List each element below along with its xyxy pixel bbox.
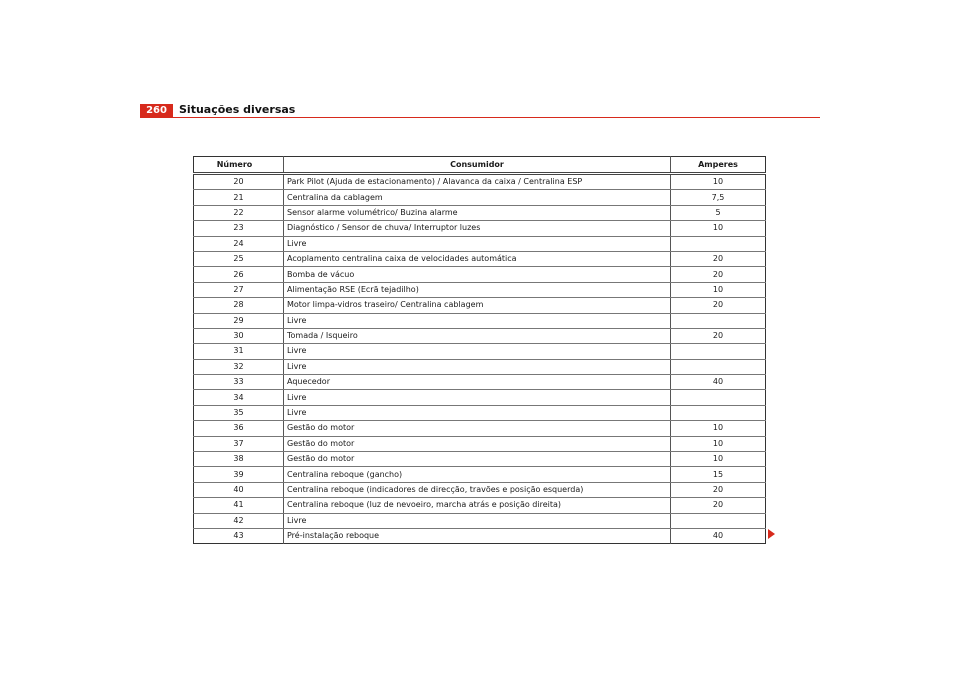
fuse-amperage — [671, 236, 766, 251]
fuse-number: 33 — [194, 375, 284, 390]
fuse-amperage — [671, 513, 766, 528]
fuse-amperage: 10 — [671, 452, 766, 467]
fuse-amperage: 10 — [671, 174, 766, 190]
fuse-number: 27 — [194, 282, 284, 297]
table-row — [194, 328, 766, 343]
fuse-number: 25 — [194, 251, 284, 266]
fuse-amperage: 20 — [671, 267, 766, 282]
fuse-number: 21 — [194, 190, 284, 205]
fuse-number: 29 — [194, 313, 284, 328]
table-row — [194, 452, 766, 467]
table-row — [194, 390, 766, 405]
consumer-name: Gestão do motor — [284, 436, 671, 451]
consumer-name: Centralina reboque (gancho) — [284, 467, 671, 482]
consumer-name: Sensor alarme volumétrico/ Buzina alarme — [284, 205, 671, 220]
fuse-number: 23 — [194, 221, 284, 236]
arrow-right-icon — [768, 529, 775, 539]
fuse-number: 32 — [194, 359, 284, 374]
table-row — [194, 267, 766, 282]
table-row — [194, 405, 766, 420]
consumer-name: Motor limpa-vidros traseiro/ Centralina cablagem — [284, 298, 671, 313]
fuse-amperage: 20 — [671, 498, 766, 513]
fuse-amperage — [671, 405, 766, 420]
table-row — [194, 528, 766, 543]
table-row — [194, 482, 766, 497]
fuse-number: 28 — [194, 298, 284, 313]
fuse-number: 38 — [194, 452, 284, 467]
consumer-name: Livre — [284, 513, 671, 528]
fuse-number: 39 — [194, 467, 284, 482]
consumer-name: Centralina reboque (luz de nevoeiro, marcha atrás e posição direita) — [284, 498, 671, 513]
table-row — [194, 174, 766, 190]
table-row — [194, 436, 766, 451]
fuse-number: 41 — [194, 498, 284, 513]
fuse-table-body — [194, 174, 766, 544]
fuse-number: 36 — [194, 421, 284, 436]
fuse-number: 34 — [194, 390, 284, 405]
consumer-name: Aquecedor — [284, 375, 671, 390]
page-number: 260 — [140, 104, 173, 118]
fuse-number: 20 — [194, 174, 284, 190]
table-row — [194, 467, 766, 482]
fuse-amperage: 10 — [671, 421, 766, 436]
table-row — [194, 251, 766, 266]
column-header-number: Número — [194, 157, 284, 174]
table-row — [194, 359, 766, 374]
consumer-name: Centralina reboque (indicadores de direcção, travões e posição esquerda) — [284, 482, 671, 497]
table-row — [194, 375, 766, 390]
table-row — [194, 298, 766, 313]
consumer-name: Livre — [284, 359, 671, 374]
column-header-amperes: Amperes — [671, 157, 766, 174]
consumer-name: Park Pilot (Ajuda de estacionamento) / Alavanca da caixa / Centralina ESP — [284, 174, 671, 190]
fuse-amperage: 10 — [671, 436, 766, 451]
fuse-number: 40 — [194, 482, 284, 497]
fuse-number: 35 — [194, 405, 284, 420]
fuse-amperage — [671, 390, 766, 405]
fuse-number: 31 — [194, 344, 284, 359]
consumer-name: Diagnóstico / Sensor de chuva/ Interruptor luzes — [284, 221, 671, 236]
table-row — [194, 205, 766, 220]
fuse-amperage: 20 — [671, 251, 766, 266]
fuse-number: 26 — [194, 267, 284, 282]
table-row — [194, 498, 766, 513]
fuse-amperage: 5 — [671, 205, 766, 220]
consumer-name: Livre — [284, 405, 671, 420]
fuse-amperage: 7,5 — [671, 190, 766, 205]
fuse-amperage: 40 — [671, 528, 766, 543]
column-header-consumer: Consumidor — [284, 157, 671, 174]
fuse-amperage — [671, 313, 766, 328]
header-divider — [140, 117, 820, 118]
fuse-amperage: 20 — [671, 482, 766, 497]
consumer-name: Tomada / Isqueiro — [284, 328, 671, 343]
fuse-number: 24 — [194, 236, 284, 251]
fuse-table — [193, 156, 766, 544]
consumer-name: Livre — [284, 313, 671, 328]
section-title: Situações diversas — [179, 103, 296, 116]
table-row — [194, 344, 766, 359]
consumer-name: Bomba de vácuo — [284, 267, 671, 282]
fuse-number: 43 — [233, 531, 244, 541]
table-row — [194, 282, 766, 297]
fuse-number: 22 — [194, 205, 284, 220]
consumer-name: Pré-instalação reboque — [284, 528, 671, 543]
fuse-number: 37 — [194, 436, 284, 451]
consumer-name: Gestão do motor — [284, 421, 671, 436]
consumer-name: Acoplamento centralina caixa de velocidades automática — [284, 251, 671, 266]
consumer-name: Gestão do motor — [284, 452, 671, 467]
fuse-amperage: 10 — [671, 282, 766, 297]
table-row — [194, 313, 766, 328]
fuse-amperage: 20 — [671, 328, 766, 343]
table-row — [194, 221, 766, 236]
fuse-number: 30 — [194, 328, 284, 343]
fuse-amperage: 20 — [671, 298, 766, 313]
fuse-number: 42 — [194, 513, 284, 528]
table-row — [194, 513, 766, 528]
fuse-amperage: 15 — [671, 467, 766, 482]
consumer-name: Centralina da cablagem — [284, 190, 671, 205]
table-row — [194, 421, 766, 436]
table-row — [194, 236, 766, 251]
fuse-amperage — [671, 344, 766, 359]
consumer-name: Alimentação RSE (Ecrã tejadilho) — [284, 282, 671, 297]
table-row — [194, 190, 766, 205]
fuse-amperage: 40 — [671, 375, 766, 390]
consumer-name: Livre — [284, 344, 671, 359]
table-header-row — [194, 157, 766, 174]
fuse-amperage: 10 — [671, 221, 766, 236]
consumer-name: Livre — [284, 390, 671, 405]
consumer-name: Livre — [284, 236, 671, 251]
fuse-amperage — [671, 359, 766, 374]
